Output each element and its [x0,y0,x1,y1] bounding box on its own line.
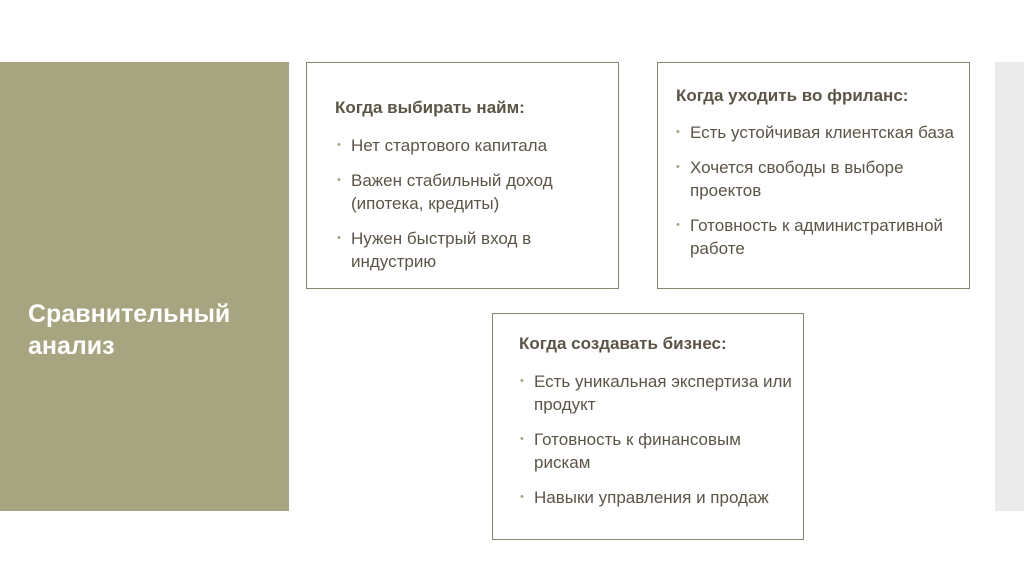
bullet-icon: • [676,219,680,231]
business-card-item-text: Готовность к финансовым рискам [534,430,741,472]
business-card-item-text: Есть уникальная экспертиза или продукт [534,372,792,414]
bullet-icon: • [676,126,680,138]
business-card [492,313,804,540]
bullet-icon: • [676,161,680,173]
business-card-list [520,370,798,521]
title-panel [0,62,289,511]
hire-card-item-text: Нужен быстрый вход в индустрию [351,229,532,271]
business-card-item [520,486,798,509]
freelance-card [657,62,970,289]
freelance-card-item-text: Готовность к административной работе [690,216,944,258]
freelance-card-item [676,121,961,144]
bullet-icon: • [337,174,341,186]
bullet-icon: • [337,139,341,151]
hire-card [306,62,619,289]
freelance-card-item-text: Хочется свободы в выборе проектов [690,158,904,200]
hire-card-item-text: Важен стабильный доход (ипотека, кредиты) [351,171,553,213]
freelance-card-item [676,214,961,260]
hire-card-item [337,169,599,215]
hire-card-list [337,134,599,285]
freelance-card-list [676,121,961,272]
hire-card-item-text: Нет стартового капитала [351,136,548,155]
freelance-card-item-text: Есть устойчивая клиентская база [690,123,954,142]
freelance-card-title: Когда уходить во фриланс: [676,86,909,105]
freelance-card-item [676,156,961,202]
hire-card-item [337,134,599,157]
business-card-item [520,370,798,416]
business-card-item-text: Навыки управления и продаж [534,488,769,507]
hire-card-item [337,227,599,273]
right-edge-bar [995,62,1024,511]
hire-card-title: Когда выбирать найм: [335,98,525,117]
business-card-item [520,428,798,474]
business-card-title: Когда создавать бизнес: [519,334,727,353]
slide-title: Сравнительный анализ [28,300,231,360]
bullet-icon: • [520,375,524,387]
bullet-icon: • [520,433,524,445]
bullet-icon: • [520,491,524,503]
bullet-icon: • [337,232,341,244]
